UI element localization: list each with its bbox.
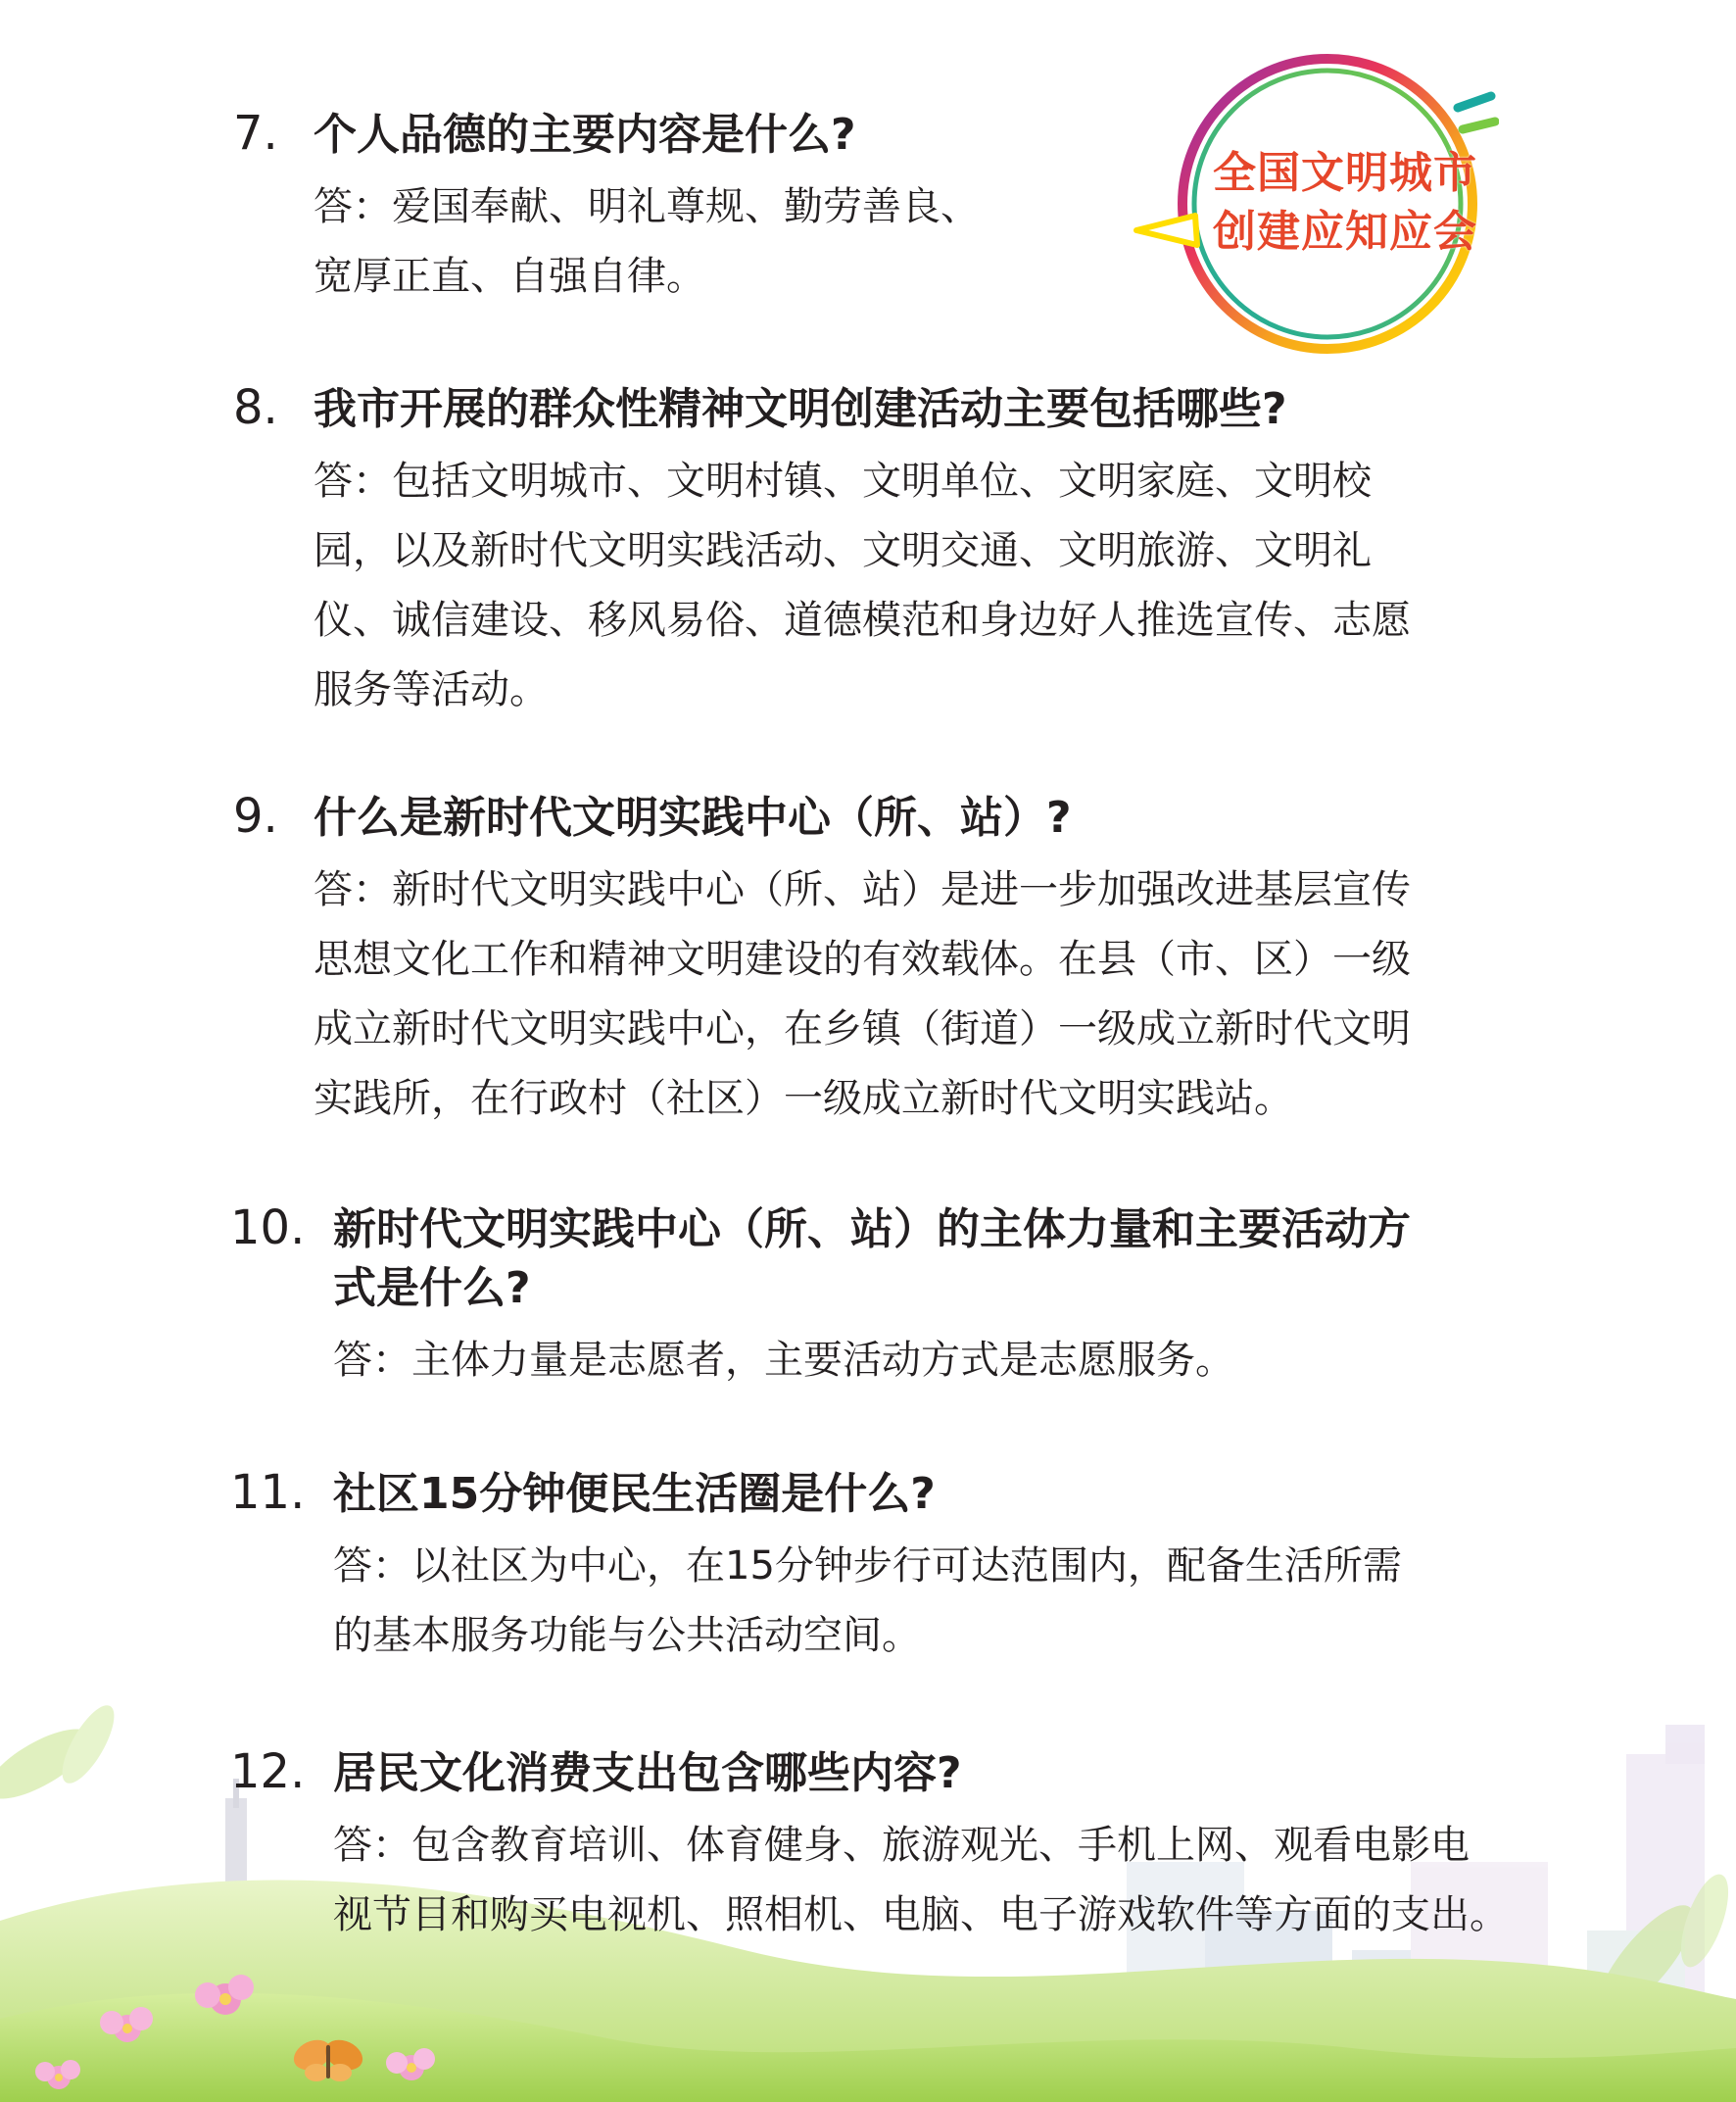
answer-text — [313, 172, 1097, 312]
answer-line: 答：包含教育培训、体育健身、旅游观光、手机上网、观看电影电 — [333, 1823, 1470, 1868]
question-text: 社区15分钟便民生活圈是什么? — [333, 1469, 936, 1519]
answer-line: 仪、诚信建设、移风易俗、道德模范和身边好人推选宣传、志愿 — [313, 598, 1411, 643]
answer-line: 园，以及新时代文明实践活动、文明交通、文明旅游、文明礼 — [313, 528, 1372, 573]
question-number: 11. — [230, 1465, 306, 1520]
question-text: 个人品德的主要内容是什么? — [313, 110, 856, 160]
answer-line: 答：爱国奉献、明礼尊规、勤劳善良、 — [313, 184, 980, 229]
question-line: 新时代文明实践中心（所、站）的主体力量和主要活动方 — [333, 1204, 1411, 1254]
answer-line: 答：主体力量是志愿者，主要活动方式是志愿服务。 — [333, 1338, 1234, 1383]
question-number: 9. — [233, 789, 278, 844]
answer-text — [313, 855, 1489, 1134]
question-text: 我市开展的群众性精神文明创建活动主要包括哪些? — [313, 384, 1287, 434]
answer-line: 宽厚正直、自强自律。 — [313, 254, 705, 299]
answer-text — [333, 1532, 1509, 1671]
answer-text — [333, 1326, 1509, 1395]
question-text: 居民文化消费支出包含哪些内容? — [333, 1748, 962, 1798]
badge-title-line1: 全国文明城市 — [1213, 148, 1477, 198]
answer-line: 视节目和购买电视机、照相机、电脑、电子游戏软件等方面的支出。 — [333, 1892, 1509, 1937]
question-number: 10. — [230, 1200, 306, 1255]
question-number: 7. — [233, 106, 278, 161]
question-number: 12. — [230, 1744, 306, 1799]
question-text — [333, 1200, 1509, 1318]
answer-line: 成立新时代文明实践中心，在乡镇（街道）一级成立新时代文明 — [313, 1006, 1411, 1051]
badge-title-line2: 创建应知应会 — [1213, 207, 1477, 257]
answer-line: 实践所，在行政村（社区）一级成立新时代文明实践站。 — [313, 1076, 1293, 1121]
answer-line: 思想文化工作和精神文明建设的有效载体。在县（市、区）一级 — [313, 937, 1411, 982]
question-number: 8. — [233, 380, 278, 435]
answer-text — [333, 1811, 1607, 1950]
answer-line: 答：包括文明城市、文明村镇、文明单位、文明家庭、文明校 — [313, 459, 1372, 504]
answer-line: 答：以社区为中心，在15分钟步行可达范围内，配备生活所需 — [333, 1543, 1402, 1589]
answer-line: 的基本服务功能与公共活动空间。 — [333, 1613, 921, 1658]
question-line: 式是什么? — [333, 1263, 531, 1313]
answer-line: 服务等活动。 — [313, 667, 549, 712]
answer-text — [313, 447, 1489, 725]
answer-line: 答：新时代文明实践中心（所、站）是进一步加强改进基层宣传 — [313, 867, 1411, 912]
question-text: 什么是新时代文明实践中心（所、站）? — [313, 793, 1072, 843]
